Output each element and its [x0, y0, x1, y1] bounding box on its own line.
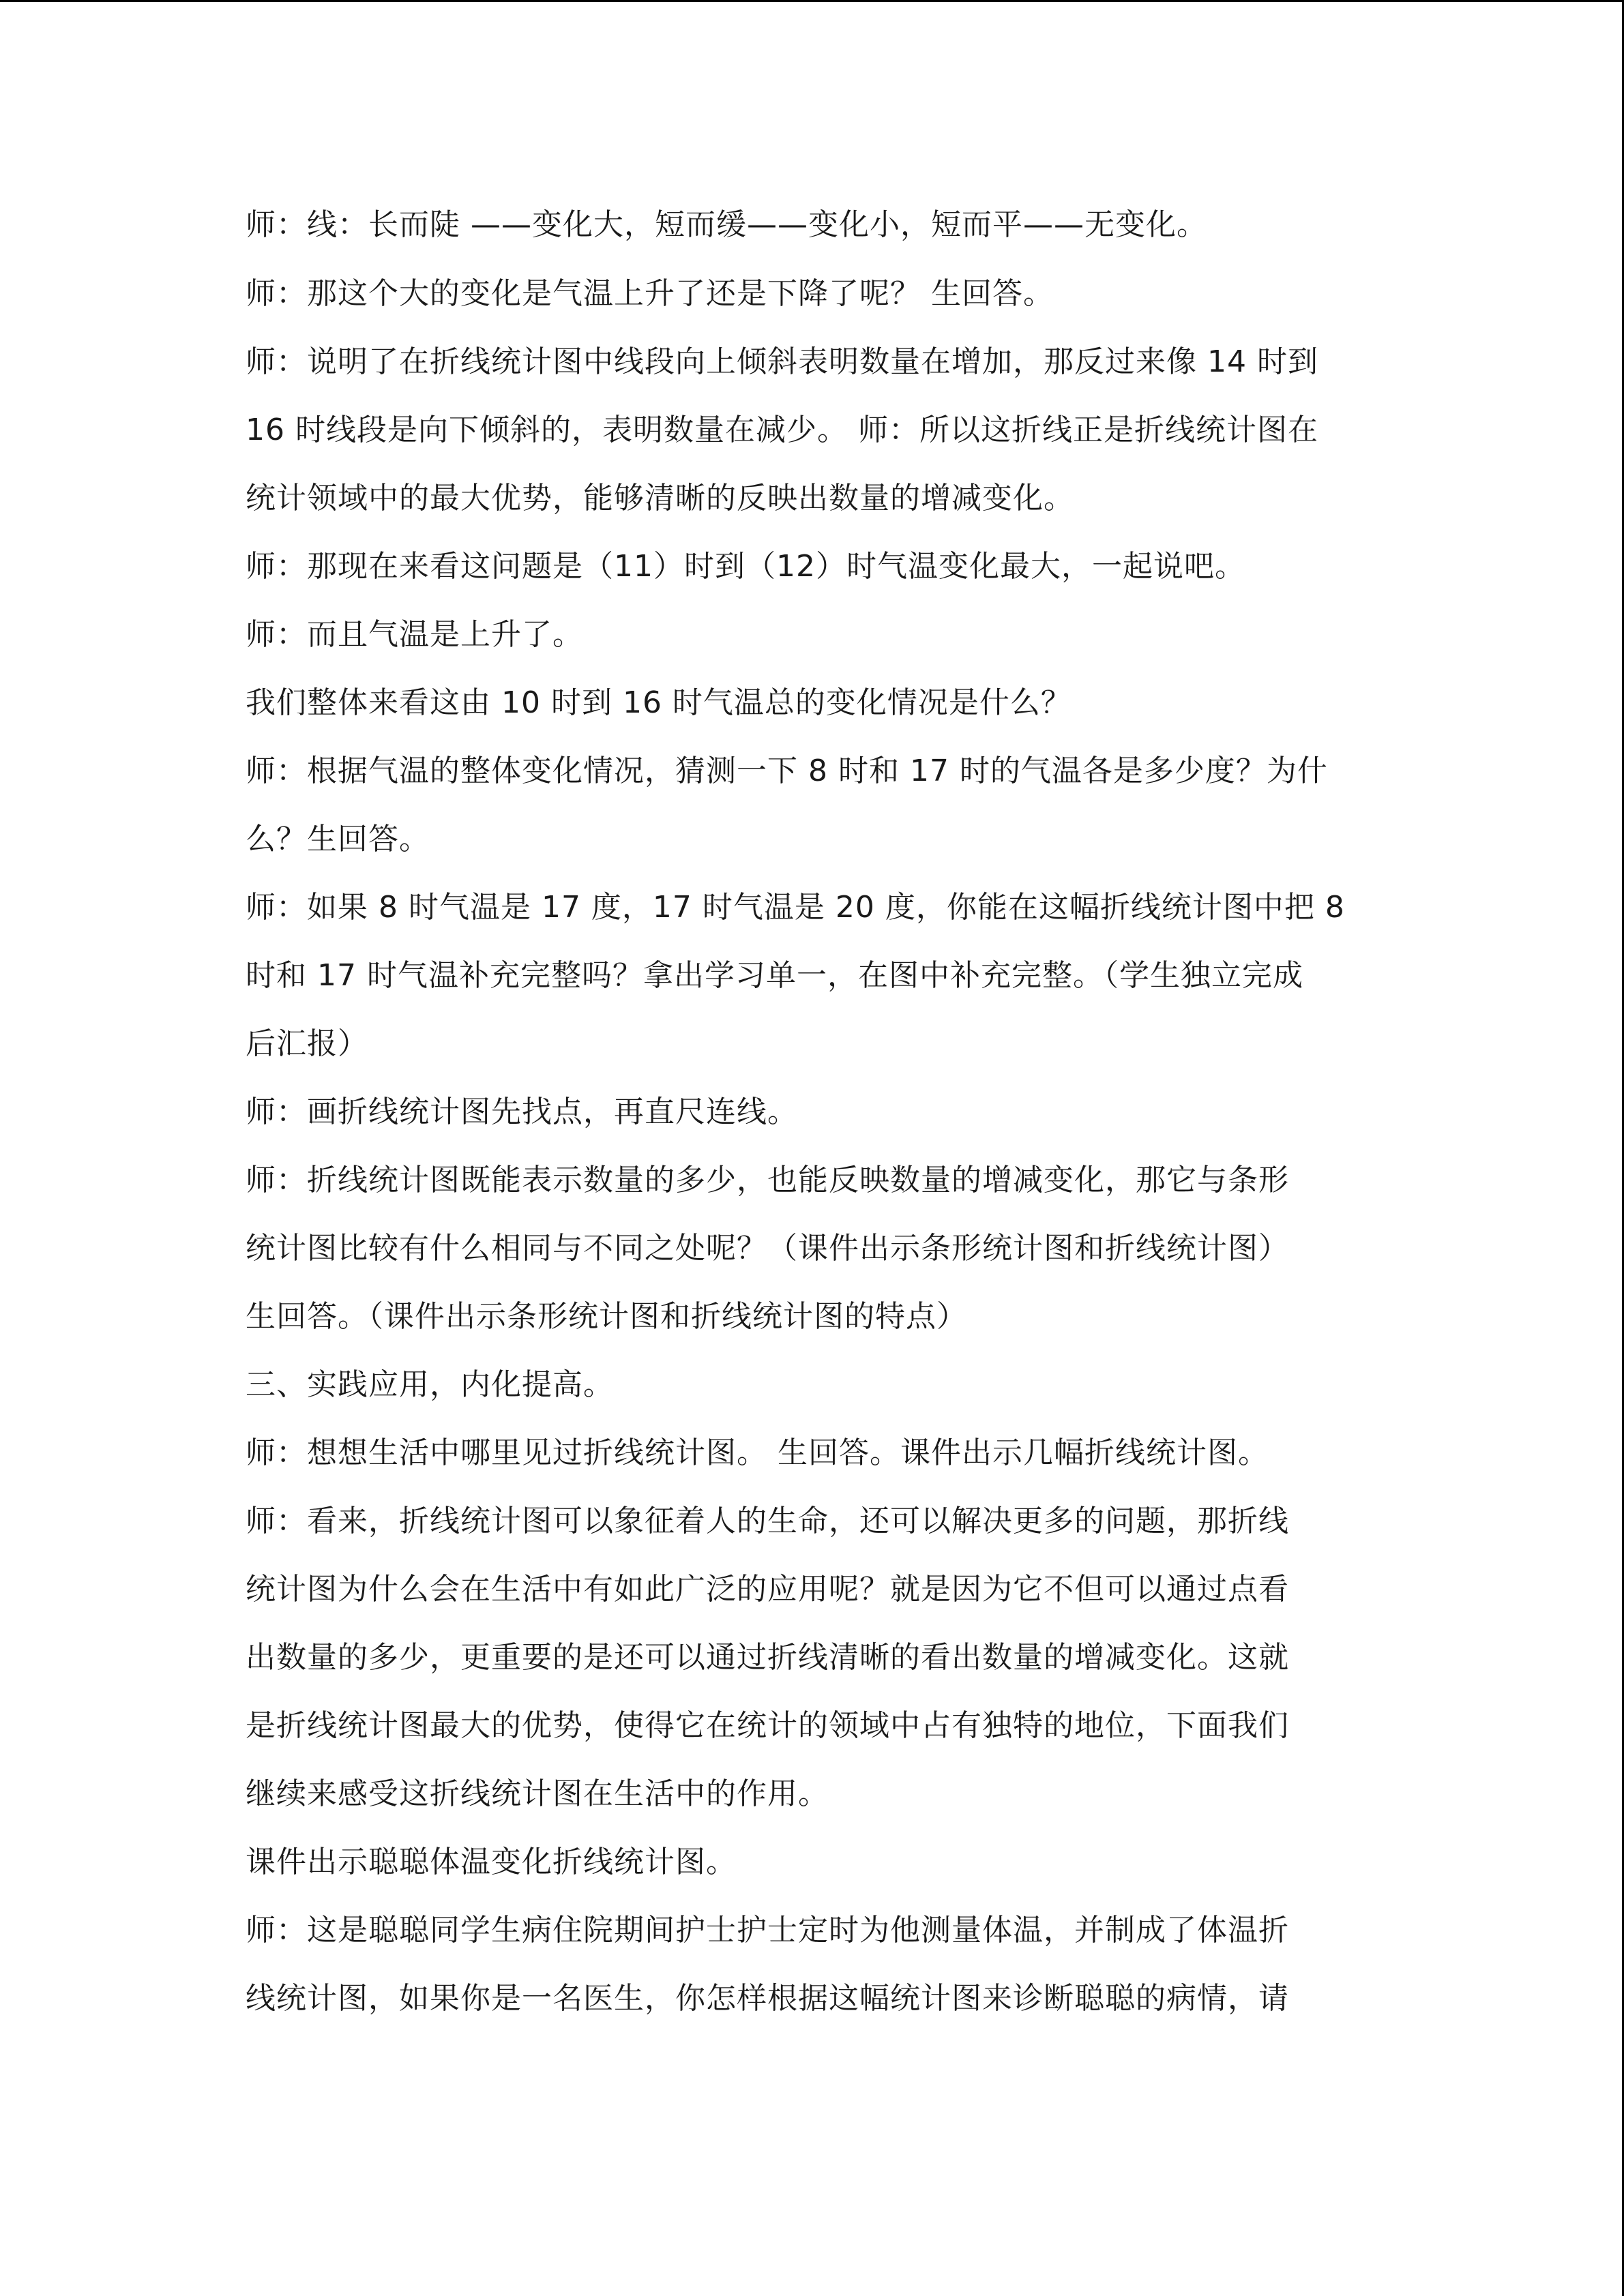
text-line: 师：线：长而陡 ——变化大，短而缓——变化小，短而平——无变化。 [246, 207, 1207, 242]
text-line: 师：根据气温的整体变化情况，猜测一下 8 时和 17 时的气温各是多少度？为什 [246, 754, 1328, 788]
text-line: 统计图为什么会在生活中有如此广泛的应用呢？就是因为它不但可以通过点看 [246, 1572, 1289, 1607]
text-line: 后汇报） [246, 1026, 368, 1061]
text-line: 统计领域中的最大优势，能够清晰的反映出数量的增减变化。 [246, 481, 1074, 516]
text-line: 师：那这个大的变化是气温上升了还是下降了呢？ 生回答。 [246, 276, 1054, 311]
text-line: 出数量的多少，更重要的是还可以通过折线清晰的看出数量的增减变化。这就 [246, 1640, 1289, 1675]
text-line: 师：想想生活中哪里见过折线统计图。 生回答。课件出示几幅折线统计图。 [246, 1435, 1269, 1470]
text-line: 线统计图，如果你是一名医生，你怎样根据这幅统计图来诊断聪聪的病情，请 [246, 1981, 1289, 2016]
text-line: 师：说明了在折线统计图中线段向上倾斜表明数量在增加，那反过来像 14 时到 [246, 344, 1318, 379]
text-line: 生回答。（课件出示条形统计图和折线统计图的特点） [246, 1299, 967, 1334]
page-edge-top [0, 0, 1624, 2]
text-line: 师：这是聪聪同学生病住院期间护士护士定时为他测量体温，并制成了体温折 [246, 1913, 1289, 1948]
text-line: 师：那现在来看这问题是（11）时到（12）时气温变化最大，一起说吧。 [246, 549, 1245, 584]
section-heading: 三、实践应用，内化提高。 [246, 1367, 614, 1402]
text-line: 课件出示聪聪体温变化折线统计图。 [246, 1845, 737, 1879]
text-line: 是折线统计图最大的优势，使得它在统计的领域中占有独特的地位，下面我们 [246, 1708, 1289, 1743]
text-line: 继续来感受这折线统计图在生活中的作用。 [246, 1776, 829, 1811]
text-line: 统计图比较有什么相同与不同之处呢？（课件出示条形统计图和折线统计图） [246, 1231, 1289, 1266]
text-line: 师：折线统计图既能表示数量的多少，也能反映数量的增减变化，那它与条形 [246, 1163, 1289, 1197]
text-line: 时和 17 时气温补充完整吗？拿出学习单一，在图中补充完整。（学生独立完成 [246, 958, 1303, 993]
text-line: 师：而且气温是上升了。 [246, 617, 583, 652]
text-line: 师：看来，折线统计图可以象征着人的生命，还可以解决更多的问题，那折线 [246, 1504, 1289, 1538]
text-line: 师：如果 8 时气温是 17 度，17 时气温是 20 度，你能在这幅折线统计图中把 8 [246, 890, 1345, 925]
text-line: 我们整体来看这由 10 时到 16 时气温总的变化情况是什么？ [246, 685, 1072, 720]
text-line: 师：画折线统计图先找点，再直尺连线。 [246, 1094, 798, 1129]
text-line: 16 时线段是向下倾斜的，表明数量在减少。 师：所以这折线正是折线统计图在 [246, 413, 1318, 447]
text-line: 么？生回答。 [246, 822, 430, 856]
